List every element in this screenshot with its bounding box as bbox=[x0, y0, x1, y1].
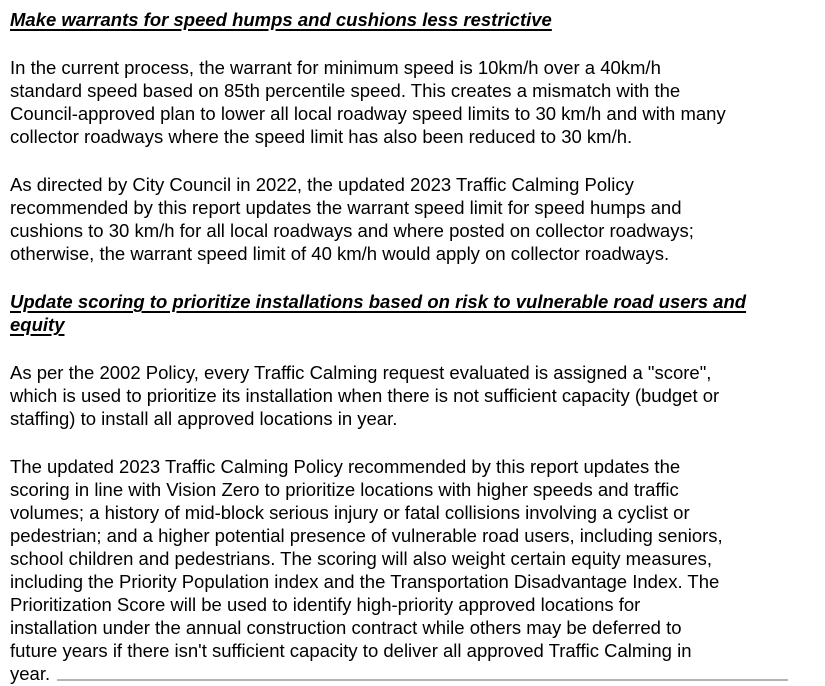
text-line: future years if there isn't sufficient capacity to deliver all approved Traffic Calming in bbox=[10, 640, 692, 661]
text-line: collector roadways where the speed limit has also been reduced to 30 km/h. bbox=[10, 126, 633, 147]
text-line: scoring in line with Vision Zero to prioritize locations with higher speeds and traffic bbox=[10, 479, 679, 500]
text-line: including the Priority Population index and the Transportation Disadvantage Index. The bbox=[10, 571, 720, 592]
text-line: otherwise, the warrant speed limit of 40 km/h would apply on collector roadways. bbox=[10, 243, 670, 264]
text-line: which is used to prioritize its installation when there is not sufficient capacity (budget or bbox=[10, 385, 720, 406]
text-line: The updated 2023 Traffic Calming Policy recommended by this report updates the bbox=[10, 456, 681, 477]
bottom-divider bbox=[57, 679, 788, 681]
text-line bbox=[10, 8, 817, 31]
heading-text: Make warrants for speed humps and cushions less restrictive bbox=[10, 9, 552, 30]
text-line: recommended by this report updates the warrant speed limit for speed humps and bbox=[10, 197, 682, 218]
text-line: installation under the annual construction contract while others may be deferred to bbox=[10, 617, 682, 638]
text-line: cushions to 30 km/h for all local roadways and where posted on collector roadways; bbox=[10, 220, 694, 241]
text-line bbox=[10, 313, 817, 336]
text-line: pedestrian; and a higher potential presence of vulnerable road users, including seniors, bbox=[10, 525, 723, 546]
text-line: Prioritization Score will be used to identify high-priority approved locations for bbox=[10, 594, 641, 615]
heading-text: Update scoring to prioritize installations based on risk to vulnerable road users and bbox=[10, 291, 747, 312]
body-paragraph bbox=[10, 173, 817, 265]
text-line: staffing) to install all approved locations in year. bbox=[10, 408, 398, 429]
text-line: Council-approved plan to lower all local roadway speed limits to 30 km/h and with many bbox=[10, 103, 726, 124]
text-line: school children and pedestrians. The scoring will also weight certain equity measures, bbox=[10, 548, 712, 569]
text-line: year. bbox=[10, 663, 51, 684]
section-heading bbox=[10, 8, 817, 31]
text-line: In the current process, the warrant for minimum speed is 10km/h over a 40km/h bbox=[10, 57, 661, 78]
text-line: standard speed based on 85th percentile speed. This creates a mismatch with the bbox=[10, 80, 681, 101]
text-line: As directed by City Council in 2022, the updated 2023 Traffic Calming Policy bbox=[10, 174, 634, 195]
body-paragraph bbox=[10, 56, 817, 148]
section-heading bbox=[10, 290, 817, 336]
text-line: As per the 2002 Policy, every Traffic Calming request evaluated is assigned a "score", bbox=[10, 362, 712, 383]
text-line: volumes; a history of mid-block serious injury or fatal collisions involving a cyclist or bbox=[10, 502, 690, 523]
body-paragraph bbox=[10, 361, 817, 430]
heading-text: equity bbox=[10, 314, 65, 335]
text-line bbox=[10, 290, 817, 313]
body-paragraph bbox=[10, 455, 817, 685]
